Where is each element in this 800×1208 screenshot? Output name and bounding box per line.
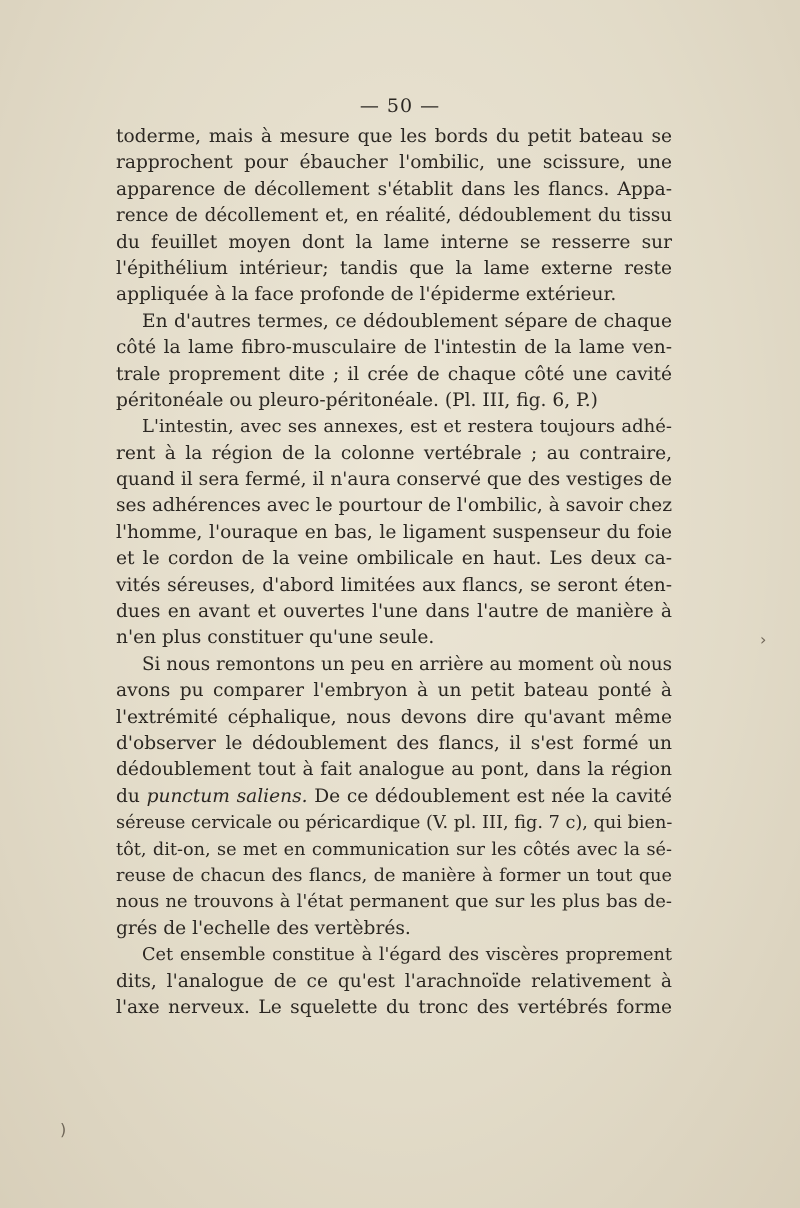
text-line: d'observer le dédoublement des flancs, il s'est formé un (116, 732, 672, 754)
text-line: n'en plus constituer qu'une seule. (116, 627, 435, 649)
text-line: rent à la région de la colonne vertébrale ; au contraire, (116, 442, 672, 464)
text-line: Si nous remontons un peu en arrière au moment où nous (142, 653, 672, 675)
text-line: En d'autres termes, ce dédoublement sépare de chaque (142, 310, 672, 332)
body-text (116, 124, 672, 1021)
text-line (116, 784, 672, 810)
text-line: du feuillet moyen dont la lame interne se resserre sur (116, 231, 672, 253)
text-line: ses adhérences avec le pourtour de l'ombilic, à savoir chez (116, 495, 672, 517)
text-line: côté la lame fibro-musculaire de l'intestin de la lame ven- (116, 337, 672, 359)
text-line: dues en avant et ouvertes l'une dans l'autre de manière à (116, 601, 672, 623)
text-line: dits, l'analogue de ce qu'est l'arachnoïde relativement à (116, 970, 672, 992)
text-line: quand il sera fermé, il n'aura conservé que des vestiges de (116, 469, 672, 491)
latin-term: punctum saliens. (146, 785, 308, 807)
text-fragment: De ce dédoublement est née la cavité (307, 785, 672, 807)
text-line: l'axe nerveux. Le squelette du tronc des vertébrés forme (116, 996, 672, 1018)
text-line: l'épithélium intérieur; tandis que la lame externe reste (116, 257, 672, 279)
text-line: dédoublement tout à fait analogue au pont, dans la région (116, 759, 672, 781)
text-line: nous ne trouvons à l'état permanent que sur les plus bas de- (116, 891, 672, 913)
page-number: — 50 — (359, 95, 441, 117)
text-line: et le cordon de la veine ombilicale en haut. Les deux ca- (116, 548, 672, 570)
text-line: l'homme, l'ouraque en bas, le ligament suspenseur du foie (116, 521, 672, 543)
text-line: tôt, dit-on, se met en communication sur les côtés avec la sé- (116, 839, 672, 860)
margin-mark: ) (60, 1120, 67, 1139)
margin-mark: › (760, 630, 767, 649)
text-line: grés de l'echelle des vertèbrés. (116, 917, 411, 939)
text-line: vités séreuses, d'abord limitées aux flancs, se seront éten- (116, 574, 672, 596)
text-line: apparence de décollement s'établit dans les flancs. Appa- (116, 178, 672, 200)
text-line: péritonéale ou pleuro-péritonéale. (Pl. III, fig. 6, P.) (116, 389, 598, 411)
text-line: Cet ensemble constitue à l'égard des viscères proprement (142, 945, 672, 966)
text-line: L'intestin, avec ses annexes, est et restera toujours adhé- (142, 416, 672, 438)
text-line: rence de décollement et, en réalité, dédoublement du tissu (116, 205, 672, 227)
text-line: trale proprement dite ; il crée de chaque côté une cavité (116, 363, 672, 385)
text-fragment: du (116, 785, 147, 807)
text-line: appliquée à la face profonde de l'épiderme extérieur. (116, 284, 617, 306)
text-line: reuse de chacun des flancs, de manière à former un tout que (116, 865, 672, 886)
text-line: avons pu comparer l'embryon à un petit bateau ponté à (116, 680, 672, 702)
text-line: l'extrémité céphalique, nous devons dire qu'avant même (116, 706, 672, 728)
text-line: séreuse cervicale ou péricardique (V. pl. III, fig. 7 c), qui bien- (116, 813, 673, 834)
text-line: toderme, mais à mesure que les bords du petit bateau se (116, 126, 672, 147)
text-line: rapprochent pour ébaucher l'ombilic, une scissure, une (116, 152, 672, 174)
